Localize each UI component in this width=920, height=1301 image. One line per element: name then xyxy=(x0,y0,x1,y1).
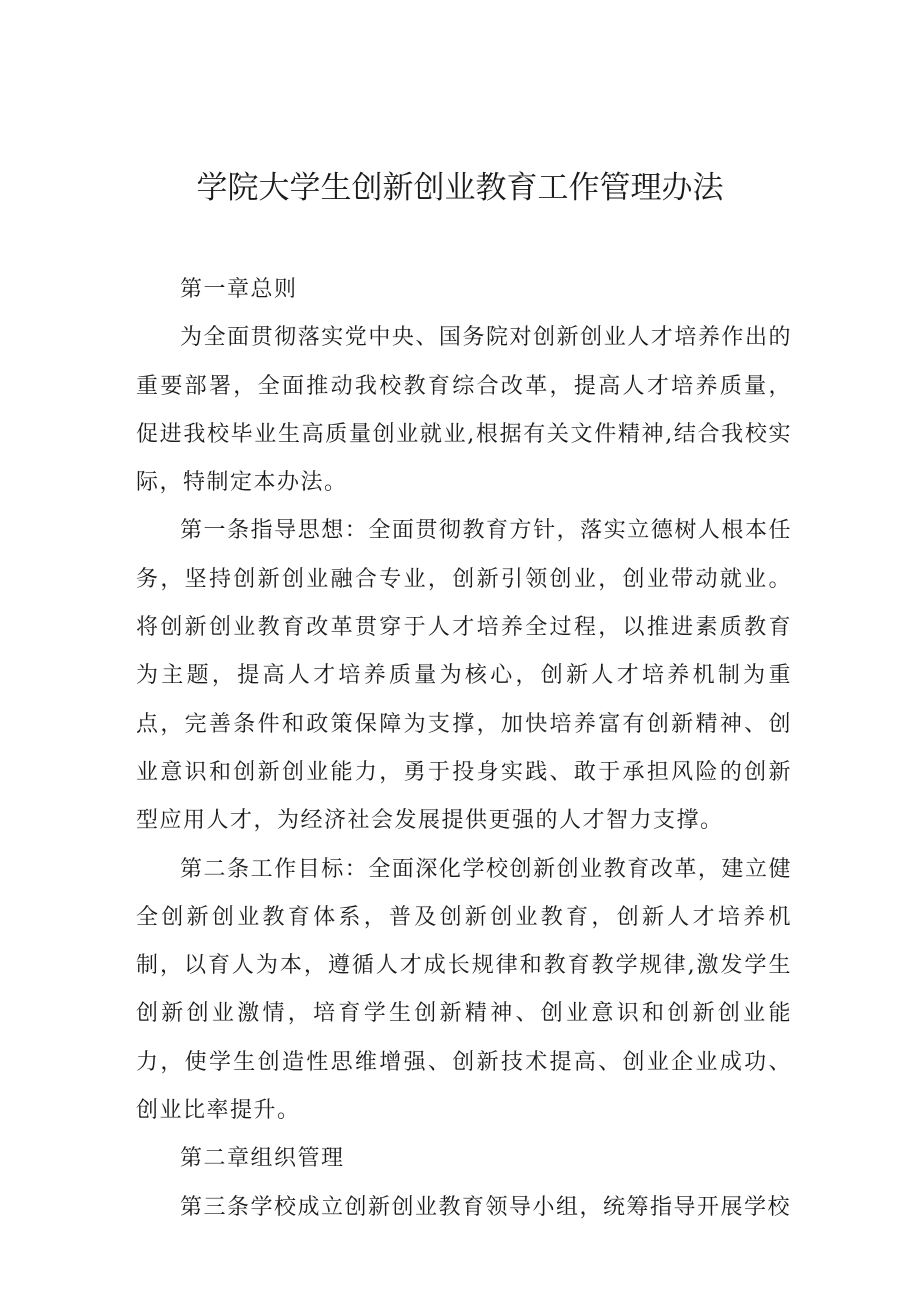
article-paragraph: 第二条工作目标：全面深化学校创新创业教育改革，建立健全创新创业教育体系，普及创新创业教育，创新人才培养机制，以育人为本，遵循人才成长规律和教育教学规律,激发学生创新创业激情，培育学生创新精神、创业意识和创新创业能力，使学生创造性思维增强、创新技术提高、创业企业成功、创业比率提升。 xyxy=(136,856,792,1124)
article-paragraph: 第三条学校成立创新创业教育领导小组，统筹指导开展学校 xyxy=(180,1194,792,1220)
document-title: 学院大学生创新创业教育工作管理办法 xyxy=(196,170,724,206)
chapter-heading: 第二章组织管理 xyxy=(180,1146,345,1172)
paragraph: 为全面贯彻落实党中央、国务院对创新创业人才培养作出的重要部署，全面推动我校教育综合改革，提高人才培养质量，促进我校毕业生高质量创业就业,根据有关文件精神,结合我校实际，特制定本办法。 xyxy=(136,325,792,496)
article-paragraph: 第一条指导思想：全面贯彻教育方针，落实立德树人根本任务，坚持创新创业融合专业，创新引领创业，创业带动就业。将创新创业教育改革贯穿于人才培养全过程，以推进素质教育为主题，提高人才培养质量为核心，创新人才培养机制为重点，完善条件和政策保障为支撑，加快培养富有创新精神、创业意识和创新创业能力，勇于投身实践、敢于承担风险的创新型应用人才，为经济社会发展提供更强的人才智力支撑。 xyxy=(136,518,792,834)
chapter-heading: 第一章总则 xyxy=(180,277,298,302)
document-body xyxy=(136,266,792,1232)
